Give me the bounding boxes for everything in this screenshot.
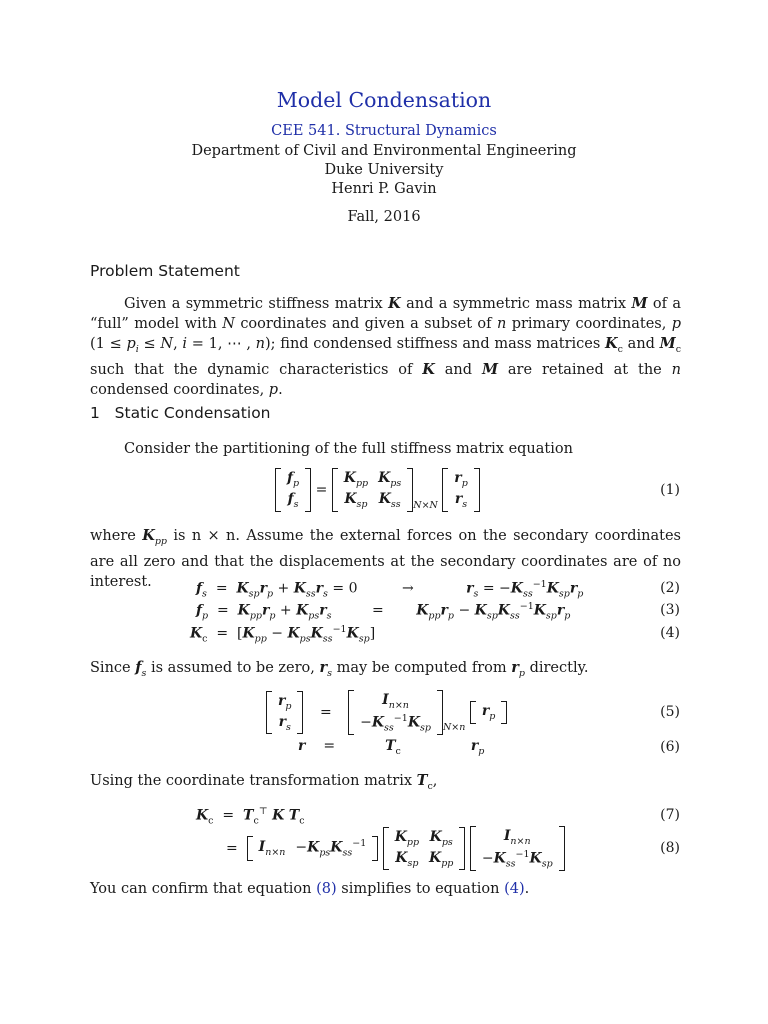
equation-7: $K_c = T_c^⊤$ K $T_c$ <box>196 806 305 827</box>
intro-paragraph: Consider the partitioning of the full stiffness matrix equation <box>124 441 573 457</box>
equation-number-3: (3) <box>660 602 680 618</box>
date: Fall, 2016 <box>347 209 421 225</box>
author: Henri P. Gavin <box>331 181 437 197</box>
department: Department of Civil and Environmental Engineering <box>191 143 577 159</box>
equation-link-8[interactable]: (8) <box>316 881 337 897</box>
equation-number-4: (4) <box>660 625 680 641</box>
equation-number-5: (5) <box>660 704 680 720</box>
section-title: Static Condensation <box>114 404 271 422</box>
university: Duke University <box>324 162 444 178</box>
equation-number-6: (6) <box>660 739 680 755</box>
equation-number-7: (7) <box>660 807 680 823</box>
course-name: CEE 541. Structural Dynamics <box>271 123 497 139</box>
equation-3: $f_p = K_{pp}r_p + K_{ps}r_s = K_{pp}r_p - K_{sp}K_{ss}^{-1}K_{sp}r_p$ <box>196 601 571 622</box>
equation-1: $f_p$ $f_s$ = $K_{pp}$ $K_{ps}$ $K_{sp}$ $K_{ss}$ $_{N\times N}$ $r_p$ $r_s$ <box>275 468 480 512</box>
using-paragraph: Using the coordinate transformation matrix $T_c$, <box>90 772 438 792</box>
section-number: 1 <box>90 404 100 422</box>
paper-title: Model Condensation <box>276 88 492 112</box>
equation-number-1: (1) <box>660 482 680 498</box>
since-paragraph: Since $f_s$ is assumed to be zero, $r_s$ may be computed from $r_p$ directly. <box>90 659 589 679</box>
section-heading-static <box>90 404 271 422</box>
equation-6: $r = T_c$ $r_p$ <box>298 738 485 757</box>
equation-link-4[interactable]: (4) <box>504 881 525 897</box>
problem-paragraph: Given a symmetric stiffness matrix K and a symmetric mass matrix M of a “full” model with N coordinates and given a subset of n primary coordinates, p ($1 \le p_i \le N$, i = 1, ⋯ , n); find condensed stiffness and mass matrices $K_c$ and $M_c$ such that the dynamic characteristics of K and M are retained at the n condensed coordinates, p. <box>90 295 682 398</box>
equation-number-2: (2) <box>660 580 680 596</box>
equation-2: $f_s = K_{sp}r_p + K_{ss}r_s = 0 \to r_s = -K_{ss}^{-1}K_{sp}r_p$ <box>196 579 584 600</box>
confirm-paragraph: You can confirm that equation (8) simplifies to equation (4). <box>90 881 530 897</box>
equation-5: $r_p$ $r_s$ = $I_{n\times n}$ $-K_{ss}^{-1}K_{sp}$ $_{N\times n}$ $r_p$ <box>266 690 507 735</box>
equation-8: = $I_{n\times n}$ $-K_{ps}K_{ss}^{-1}$ $K_{pp}$ $K_{ps}$ $K_{sp}$ $K_{pp}$ $I_{n\times n}$ $-K_{ss}^{-1}K_{sp}$ <box>226 826 565 871</box>
section-heading-problem: Problem Statement <box>90 262 240 280</box>
equation-number-8: (8) <box>660 840 680 856</box>
where-paragraph: where $K_{pp}$ is n × n. Assume the external forces on the secondary coordinates are all zero and that the displacements at the secondary coordinates are of no interest. <box>90 527 681 590</box>
equation-4: $K_c = [K_{pp} - K_{ps}K_{ss}^{-1}K_{sp}]$ <box>190 624 376 645</box>
